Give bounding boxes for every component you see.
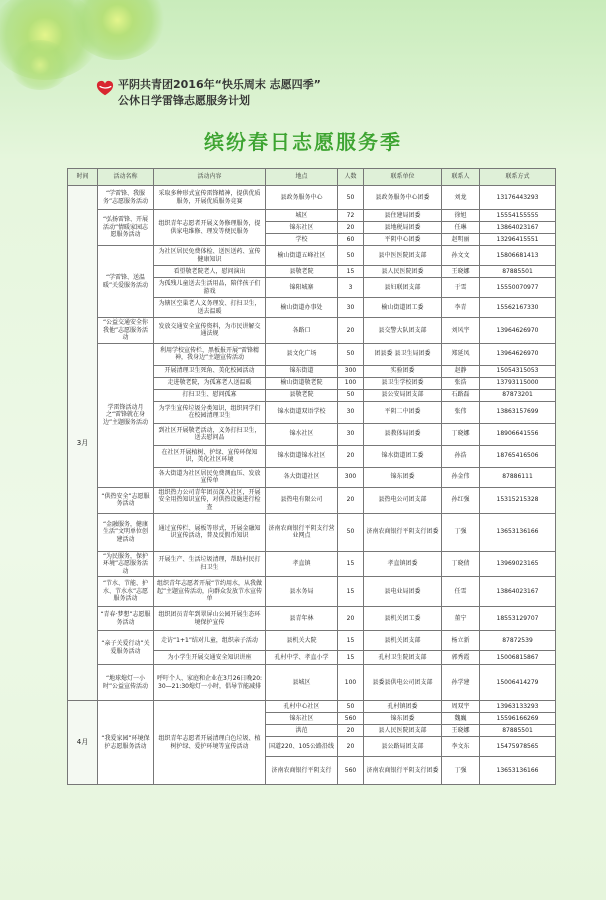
place: 锦东街道 bbox=[266, 365, 338, 377]
phone: 87872539 bbox=[480, 631, 556, 651]
org-line2: 公休日学雷锋志愿服务计划 bbox=[118, 94, 250, 107]
phone: 15315215328 bbox=[480, 487, 556, 513]
activity-name: “学雷锋、我服务”志愿服务活动 bbox=[98, 186, 154, 210]
count: 100 bbox=[338, 377, 364, 389]
count: 560 bbox=[338, 713, 364, 725]
activity-content: 呼吁个人、家庭和企业在3月26日晚20:30—21:30熄灯一小时，倡导节能减排 bbox=[154, 665, 266, 701]
place: 锦东社区 bbox=[266, 713, 338, 725]
header-count: 人数 bbox=[338, 169, 364, 186]
contact-person: 孙金伟 bbox=[442, 467, 480, 487]
place: 孔村中学、孝直小学 bbox=[266, 651, 338, 665]
place: 济南农商银行平阴支行营业网点 bbox=[266, 513, 338, 551]
count: 20 bbox=[338, 445, 364, 467]
schedule-table bbox=[67, 168, 556, 785]
table-row bbox=[68, 487, 556, 513]
count: 50 bbox=[338, 186, 364, 210]
unit: 县电业局团委 bbox=[364, 577, 442, 607]
place: 榆山街道五峰社区 bbox=[266, 246, 338, 266]
activity-name: “弘扬雷锋、开展活动”情暖家园志愿服务活动 bbox=[98, 210, 154, 246]
activity-name: “金融服务，健康生活”文明单位创建活动 bbox=[98, 513, 154, 551]
place: 县敬老院 bbox=[266, 389, 338, 401]
activity-content: 为社区居民免费体检、送医送药、宣传健康知识 bbox=[154, 246, 266, 266]
phone: 15006815867 bbox=[480, 651, 556, 665]
activity-content: 各大街道为社区居民免费测血压、发放宣传单 bbox=[154, 467, 266, 487]
place: 各路口 bbox=[266, 318, 338, 344]
contact-person: 董宁 bbox=[442, 607, 480, 631]
count: 300 bbox=[338, 365, 364, 377]
contact-person: 丁强 bbox=[442, 757, 480, 785]
table-row bbox=[68, 246, 556, 266]
activity-content: 采取多种形式宣传雷锋精神，提供优质服务，开展优质服务竞赛 bbox=[154, 186, 266, 210]
table-row bbox=[68, 513, 556, 551]
place: 锦水街道锦水社区 bbox=[266, 445, 338, 467]
unit: 县机关团工委 bbox=[364, 607, 442, 631]
contact-person: 赵明丽 bbox=[442, 234, 480, 246]
unit: 榆山街道团工委 bbox=[364, 298, 442, 318]
contact-person: 周双宇 bbox=[442, 701, 480, 713]
count: 50 bbox=[338, 513, 364, 551]
count: 30 bbox=[338, 401, 364, 423]
count: 50 bbox=[338, 246, 364, 266]
activity-name: 学雷锋活动月之“雷锋就在身边”主题服务活动 bbox=[98, 343, 154, 487]
month-cell: 4月 bbox=[68, 701, 98, 785]
contact-person: 丁晓倩 bbox=[442, 551, 480, 577]
header-phone: 联系方式 bbox=[480, 169, 556, 186]
place: 锦水社区 bbox=[266, 423, 338, 445]
unit: 实验团委 bbox=[364, 365, 442, 377]
count: 72 bbox=[338, 210, 364, 222]
unit: 锦东团委 bbox=[364, 467, 442, 487]
phone: 13793115000 bbox=[480, 377, 556, 389]
unit: 县妇联团支部 bbox=[364, 278, 442, 298]
unit: 县中医医院团支部 bbox=[364, 246, 442, 266]
place: 县水务局 bbox=[266, 577, 338, 607]
place: 榆山街道敬老院 bbox=[266, 377, 338, 389]
place: 孝直镇 bbox=[266, 551, 338, 577]
contact-person: 魏巍 bbox=[442, 713, 480, 725]
unit: 县卫生学校团委 bbox=[364, 377, 442, 389]
unit: 锦水街道团工委 bbox=[364, 445, 442, 467]
contact-person: 王晓娜 bbox=[442, 266, 480, 278]
phone: 13964626970 bbox=[480, 318, 556, 344]
phone: 87886111 bbox=[480, 467, 556, 487]
phone: 15054315053 bbox=[480, 365, 556, 377]
unit: 团县委 县卫生局团委 bbox=[364, 343, 442, 365]
place: 锦阳城寨 bbox=[266, 278, 338, 298]
decorative-flower bbox=[10, 40, 70, 90]
activity-name: “我爱家园”环境保护志愿服务活动 bbox=[98, 701, 154, 785]
unit: 县公路局团支部 bbox=[364, 737, 442, 757]
phone: 87873201 bbox=[480, 389, 556, 401]
place: 各大街道社区 bbox=[266, 467, 338, 487]
contact-person: 王晓娜 bbox=[442, 725, 480, 737]
count: 20 bbox=[338, 737, 364, 757]
activity-content: 走访“1+1”结对儿童，组织亲子活动 bbox=[154, 631, 266, 651]
contact-person: 丁强 bbox=[442, 513, 480, 551]
activity-content: 组织青年志愿者开展清理白色垃圾、植树护绿、爱护环境等宣传活动 bbox=[154, 701, 266, 785]
place: 济南农商银行平阴支行 bbox=[266, 757, 338, 785]
activity-content: 为孤残儿童送去生活用品，陪伴孩子们游戏 bbox=[154, 278, 266, 298]
place: 县青年林 bbox=[266, 607, 338, 631]
activity-name: “公益交通安全你我他”志愿服务活动 bbox=[98, 318, 154, 344]
page-title: 缤纷春日志愿服务季 bbox=[204, 130, 402, 154]
header-time: 时间 bbox=[68, 169, 98, 186]
unit: 县人民医院团支部 bbox=[364, 725, 442, 737]
count: 15 bbox=[338, 651, 364, 665]
phone: 87885501 bbox=[480, 266, 556, 278]
place: 县政务服务中心 bbox=[266, 186, 338, 210]
unit: 县人民医院团委 bbox=[364, 266, 442, 278]
count: 15 bbox=[338, 577, 364, 607]
unit: 县公安局团支部 bbox=[364, 389, 442, 401]
activity-content: 到社区开展敬老活动，义务打扫卫生，送去慰问品 bbox=[154, 423, 266, 445]
contact-person: 郑延凤 bbox=[442, 343, 480, 365]
table-header-row bbox=[68, 169, 556, 186]
count: 15 bbox=[338, 631, 364, 651]
unit: 济南农商银行平阴支行团委 bbox=[364, 513, 442, 551]
activity-name: “学雷锋、送温暖”关爱服务活动 bbox=[98, 246, 154, 318]
contact-person: 于雪 bbox=[442, 278, 480, 298]
table-row bbox=[68, 210, 556, 222]
unit: 县交警大队团支部 bbox=[364, 318, 442, 344]
phone: 15806681413 bbox=[480, 246, 556, 266]
phone: 13176443293 bbox=[480, 186, 556, 210]
activity-content: 走进敬老院，为孤寡老人送温暖 bbox=[154, 377, 266, 389]
contact-person: 郭秀霞 bbox=[442, 651, 480, 665]
header-unit: 联系单位 bbox=[364, 169, 442, 186]
place: 县敬老院 bbox=[266, 266, 338, 278]
place: 县机关大院 bbox=[266, 631, 338, 651]
phone: 18765416506 bbox=[480, 445, 556, 467]
phone: 15006414279 bbox=[480, 665, 556, 701]
activity-content: 开展清理卫生死角、美化校园活动 bbox=[154, 365, 266, 377]
phone: 13653136166 bbox=[480, 513, 556, 551]
unit: 孔村镇团委 bbox=[364, 701, 442, 713]
phone: 13653136166 bbox=[480, 757, 556, 785]
activity-content: 为学生宣传垃圾分类知识，组织同学们在校园清理卫生 bbox=[154, 401, 266, 423]
contact-person: 徐旭 bbox=[442, 210, 480, 222]
unit: 县教体局团委 bbox=[364, 423, 442, 445]
count: 20 bbox=[338, 607, 364, 631]
header-place: 地点 bbox=[266, 169, 338, 186]
month-cell: 3月 bbox=[68, 186, 98, 701]
place: 学校 bbox=[266, 234, 338, 246]
phone: 15596166269 bbox=[480, 713, 556, 725]
phone: 13963133293 bbox=[480, 701, 556, 713]
count: 50 bbox=[338, 343, 364, 365]
unit: 县地税局团委 bbox=[364, 222, 442, 234]
activity-content: 打扫卫生、慰问孤寡 bbox=[154, 389, 266, 401]
count: 3 bbox=[338, 278, 364, 298]
phone: 15554155555 bbox=[480, 210, 556, 222]
phone: 13969023165 bbox=[480, 551, 556, 577]
unit: 孔村卫生院团支部 bbox=[364, 651, 442, 665]
activity-content: 开展生产、生活垃圾清理，帮助村民打扫卫生 bbox=[154, 551, 266, 577]
place: 孔村中心社区 bbox=[266, 701, 338, 713]
place: 锦东社区 bbox=[266, 222, 338, 234]
contact-person: 丁晓娜 bbox=[442, 423, 480, 445]
contact-person: 赵静 bbox=[442, 365, 480, 377]
activity-content: 发放交通安全宣传资料，为市民讲解交通法规 bbox=[154, 318, 266, 344]
activity-content: 组织热力公司青年团员深入社区，开展安全用热知识宣传，对供热设施进行检查 bbox=[154, 487, 266, 513]
contact-person: 任琳 bbox=[442, 222, 480, 234]
phone: 15562167330 bbox=[480, 298, 556, 318]
activity-name: “节水、节能、护水、节水水”志愿服务活动 bbox=[98, 577, 154, 607]
count: 30 bbox=[338, 423, 364, 445]
count: 560 bbox=[338, 757, 364, 785]
activity-name: “地球熄灯一小时”公益宣传活动 bbox=[98, 665, 154, 701]
contact-person: 张浩 bbox=[442, 377, 480, 389]
count: 20 bbox=[338, 487, 364, 513]
place: 县文化广场 bbox=[266, 343, 338, 365]
table-row bbox=[68, 577, 556, 607]
table-row bbox=[68, 631, 556, 651]
youth-league-logo-icon bbox=[96, 80, 114, 98]
contact-person: 张伟 bbox=[442, 401, 480, 423]
phone: 18553129707 bbox=[480, 607, 556, 631]
contact-person: 刘风宇 bbox=[442, 318, 480, 344]
activity-content: 通过宣传栏、展板等形式，开展金融知识宣传活动，普及反假币知识 bbox=[154, 513, 266, 551]
table-row bbox=[68, 607, 556, 631]
count: 100 bbox=[338, 665, 364, 701]
phone: 15550070977 bbox=[480, 278, 556, 298]
contact-person: 石路磊 bbox=[442, 389, 480, 401]
header-contact: 联系人 bbox=[442, 169, 480, 186]
place: 国道220、105公路沿线 bbox=[266, 737, 338, 757]
org-line1: 平阴共青团2016年“快乐周末 志愿四季” bbox=[118, 78, 321, 91]
contact-person: 李青 bbox=[442, 298, 480, 318]
unit: 县政务服务中心团委 bbox=[364, 186, 442, 210]
contact-person: 任雪 bbox=[442, 577, 480, 607]
unit: 县住建局团委 bbox=[364, 210, 442, 222]
count: 30 bbox=[338, 298, 364, 318]
activity-content: 为辖区空巢老人义务理发、打扫卫生，送去温暖 bbox=[154, 298, 266, 318]
activity-name: “为民服务，保护环境”志愿服务活动 bbox=[98, 551, 154, 577]
activity-content: 组织青年志愿者开展“节约用水，从我做起”主题宣传活动，向群众发放节水宣传单 bbox=[154, 577, 266, 607]
unit: 县热电公司团支部 bbox=[364, 487, 442, 513]
count: 20 bbox=[338, 222, 364, 234]
contact-person: 李文东 bbox=[442, 737, 480, 757]
contact-person: 杨立新 bbox=[442, 631, 480, 651]
phone: 13296415551 bbox=[480, 234, 556, 246]
phone: 13863157699 bbox=[480, 401, 556, 423]
unit: 济南农商银行平阴支行团委 bbox=[364, 757, 442, 785]
unit: 平阴二中团委 bbox=[364, 401, 442, 423]
table-row bbox=[68, 318, 556, 344]
count: 20 bbox=[338, 318, 364, 344]
header-activity-content: 活动内容 bbox=[154, 169, 266, 186]
table-row bbox=[68, 665, 556, 701]
count: 50 bbox=[338, 701, 364, 713]
activity-name: “亲子关爱行动”关爱服务活动 bbox=[98, 631, 154, 665]
contact-person: 孙文文 bbox=[442, 246, 480, 266]
place: 洪范 bbox=[266, 725, 338, 737]
activity-content: 在社区开展植树、护绿、宣传环保知识，美化社区环境 bbox=[154, 445, 266, 467]
table-row bbox=[68, 701, 556, 713]
contact-person: 孙浩 bbox=[442, 445, 480, 467]
count: 15 bbox=[338, 266, 364, 278]
activity-content: 利用学校宣传栏、黑板报开展“雷锋精神，我身边”主题宣传活动 bbox=[154, 343, 266, 365]
count: 60 bbox=[338, 234, 364, 246]
unit: 孝直镇团委 bbox=[364, 551, 442, 577]
place: 县热电有限公司 bbox=[266, 487, 338, 513]
activity-content: 组织青年志愿者开展义务修理服务，提供家电维修、理发等便民服务 bbox=[154, 210, 266, 246]
activity-name: “青春·梦想”志愿服务活动 bbox=[98, 607, 154, 631]
table-row bbox=[68, 551, 556, 577]
activity-content: 看望敬老院老人，慰问演出 bbox=[154, 266, 266, 278]
place: 城区 bbox=[266, 210, 338, 222]
contact-person: 孙红强 bbox=[442, 487, 480, 513]
unit: 平阴中心团委 bbox=[364, 234, 442, 246]
activity-content: 为小学生开展交通安全知识讲座 bbox=[154, 651, 266, 665]
activity-content: 组织团员青年到翠屏山公园开展生态环境保护宣传 bbox=[154, 607, 266, 631]
count: 15 bbox=[338, 551, 364, 577]
header-activity-name: 活动名称 bbox=[98, 169, 154, 186]
phone: 18906641556 bbox=[480, 423, 556, 445]
phone: 13864023167 bbox=[480, 577, 556, 607]
place: 县城区 bbox=[266, 665, 338, 701]
count: 50 bbox=[338, 389, 364, 401]
count: 300 bbox=[338, 467, 364, 487]
count: 20 bbox=[338, 725, 364, 737]
unit: 锦东团委 bbox=[364, 713, 442, 725]
contact-person: 孙学建 bbox=[442, 665, 480, 701]
place: 榆山街道办事处 bbox=[266, 298, 338, 318]
unit: 县委县供电公司团支部 bbox=[364, 665, 442, 701]
place: 锦水街道双语学校 bbox=[266, 401, 338, 423]
phone: 15475978565 bbox=[480, 737, 556, 757]
table-row bbox=[68, 343, 556, 365]
phone: 13864023167 bbox=[480, 222, 556, 234]
activity-name: “供热安全”志愿服务活动 bbox=[98, 487, 154, 513]
contact-person: 刘龙 bbox=[442, 186, 480, 210]
table-row bbox=[68, 186, 556, 210]
unit: 县机关团支部 bbox=[364, 631, 442, 651]
phone: 13964626970 bbox=[480, 343, 556, 365]
phone: 87885501 bbox=[480, 725, 556, 737]
